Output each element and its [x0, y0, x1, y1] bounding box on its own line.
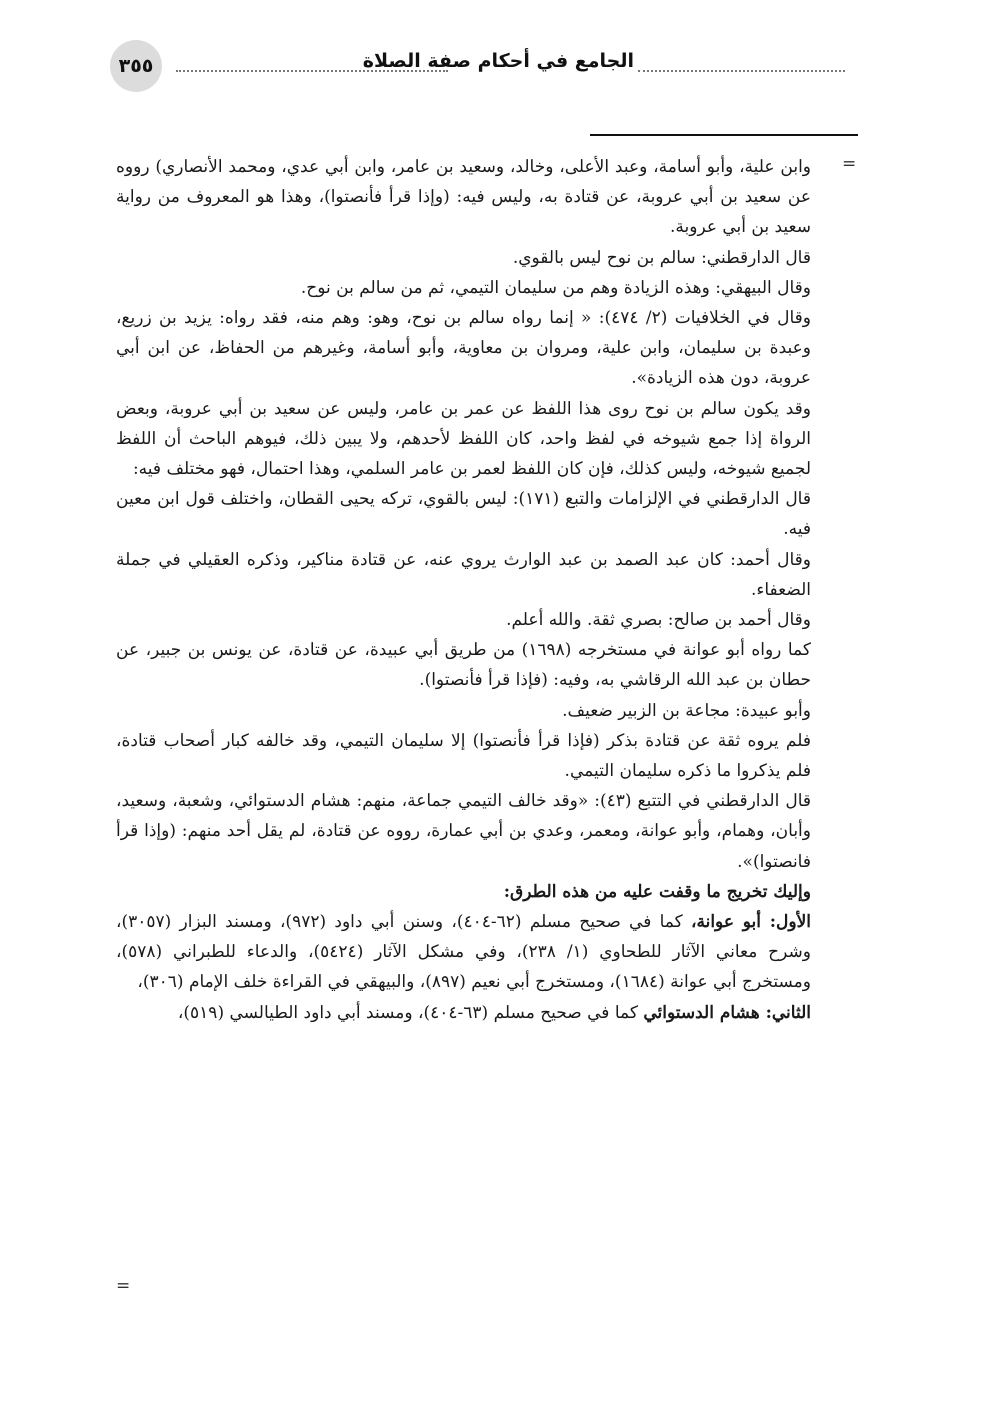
continuation-mark-bottom: =: [116, 1276, 131, 1296]
paragraph: [116, 243, 811, 273]
paragraph: [116, 605, 811, 635]
paragraph-text: قال الدارقطني في التتبع (٤٣): «وقد خالف التيمي جماعة، منهم: هشام الدستوائي، وشعبة، وسعيد، وأبان، وهمام، وأبو عوانة، ومعمر، وعدي بن أبي عمارة، رووه عن قتادة، لم يقل أحد منهم: (وإذا قرأ فانصتوا)».: [116, 791, 812, 872]
page-number: ٣٥٥: [110, 40, 162, 92]
paragraph: [116, 998, 811, 1028]
page-header: [110, 40, 845, 96]
paragraph: [116, 484, 811, 544]
paragraph-text: كما في صحيح مسلم (٦٢-٤٠٤)، وسنن أبي داود (٩٧٢)، ومسند البزار (٣٠٥٧)، وشرح معاني الآثار للطحاوي (١/ ٢٣٨)، وفي مشكل الآثار (٥٤٢٤)، والدعاء للطبراني (٥٧٨)، ومستخرج أبي عوانة (١٦٨٤)، ومستخرج أبي نعيم (٨٩٧)، والبيهقي في القراءة خلف الإمام (٣٠٦)،: [116, 912, 811, 993]
paragraph: [116, 394, 811, 485]
continuation-mark-top: =: [842, 154, 857, 174]
paragraph: [116, 303, 811, 394]
paragraph-text: وقال أحمد بن صالح: بصري ثقة. والله أعلم.: [506, 610, 811, 631]
footnote-separator: [590, 134, 858, 136]
paragraph: [116, 635, 811, 695]
paragraph-text: وقال البيهقي: وهذه الزيادة وهم من سليمان التيمي، ثم من سالم بن نوح.: [300, 277, 811, 298]
paragraph-text: كما رواه أبو عوانة في مستخرجه (١٦٩٨) من طريق أبي عبيدة، عن قتادة، عن يونس بن جبير، عن حطان بن عبد الله الرقاشي به، وفيه: (فإذا قرأ فأنصتوا).: [116, 640, 811, 691]
paragraph-text: وأبو عبيدة: مجاعة بن الزبير ضعيف.: [562, 700, 811, 721]
running-title: الجامع في أحكام صفة الصلاة: [362, 50, 634, 72]
paragraph: [116, 152, 811, 243]
paragraph: [116, 877, 811, 907]
paragraph-text: وقال أحمد: كان عبد الصمد بن عبد الوارث يروي عنه، عن قتادة مناكير، وذكره العقيلي في جملة الضعفاء.: [116, 549, 811, 600]
paragraph: [116, 726, 811, 786]
paragraph: [116, 696, 811, 726]
paragraph: [116, 273, 811, 303]
footnote-text: [116, 152, 811, 1028]
header-dotted-line-right: [638, 70, 845, 72]
paragraph: [116, 786, 811, 877]
paragraph-text: وقد يكون سالم بن نوح روى هذا اللفظ عن عمر بن عامر، وليس عن سعيد بن أبي عروبة، وبعض الرواة إذا جمع شيوخه في لفظ واحد، كان اللفظ لأحدهم، ولا يبين ذلك، فيوهم الباحث أن اللفظ لجميع شيوخه، وليس كذلك، فإن كان اللفظ لعمر بن عامر السلمي، وهذا احتمال، فهو مختلف فيه:: [116, 398, 811, 480]
paragraph-text: كما في صحيح مسلم (٦٣-٤٠٤)، ومسند أبي داود الطيالسي (٥١٩)،: [177, 1002, 644, 1023]
paragraph-lead: الثاني: هشام الدستوائي: [643, 1002, 811, 1023]
paragraph-lead: الأول: أبو عوانة،: [690, 912, 812, 933]
paragraph-text: وقال في الخلافيات (٢/ ٤٧٤): « إنما رواه سالم بن نوح، وهو: وهم منه، فقد رواه: يزيد بن زريع، وعبدة بن سليمان، وابن علية، ومروان بن معاوية، وأبو أسامة، وغيرهم من الحفاظ، عن ابن أبي عروبة، دون هذه الزيادة».: [116, 308, 811, 389]
paragraph-text: قال الدارقطني في الإلزامات والتبع (١٧١): ليس بالقوي، تركه يحيى القطان، واختلف قول ابن معين فيه.: [116, 489, 811, 540]
paragraph-text: قال الدارقطني: سالم بن نوح ليس بالقوي.: [512, 247, 811, 268]
paragraph-lead: وإليك تخريج ما وقفت عليه من هذه الطرق:: [503, 881, 811, 902]
paragraph-text: فلم يروه ثقة عن قتادة بذكر (فإذا قرأ فأنصتوا) إلا سليمان التيمي، وقد خالفه كبار أصحاب قتادة، فلم يذكروا ما ذكره سليمان التيمي.: [116, 730, 811, 782]
paragraph-text: وابن علية، وأبو أسامة، وعبد الأعلى، وخالد، وسعيد بن عامر، وابن أبي عدي، ومحمد الأنصاري) رووه عن سعيد بن أبي عروبة، عن قتادة به، وليس فيه: (وإذا قرأ فأنصتوا)، وهذا هو المعروف من رواية سعيد بن أبي عروبة.: [116, 157, 812, 238]
paragraph: [116, 907, 811, 998]
paragraph: [116, 545, 811, 605]
